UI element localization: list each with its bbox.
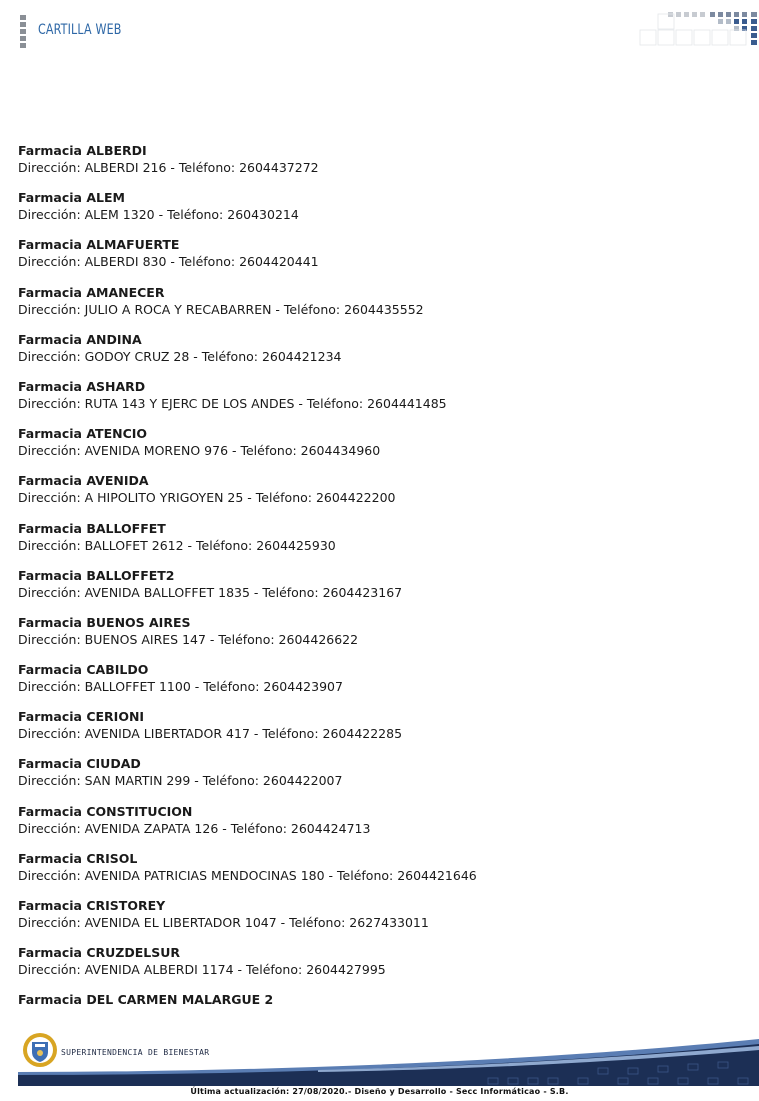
pharmacy-name: Farmacia DEL CARMEN MALARGUE 2 — [18, 992, 274, 1008]
pharmacy-address: Dirección: AVENIDA EL LIBERTADOR 1047 - Teléfono: 2627433011 — [18, 915, 429, 930]
pharmacy-address: Dirección: AVENIDA ALBERDI 1174 - Teléfono: 2604427995 — [18, 962, 386, 978]
page-header — [0, 0, 759, 60]
pharmacy-name: Farmacia CONSTITUCION — [18, 803, 193, 819]
pharmacy-name: Farmacia ALBERDI — [18, 143, 147, 158]
pharmacy-item — [18, 237, 738, 284]
page-title: CARTILLA WEB — [38, 22, 122, 38]
pharmacy-name: Farmacia CRISTOREY — [18, 898, 166, 913]
pharmacy-item — [18, 709, 738, 756]
pharmacy-name: Farmacia BALLOFFET2 — [18, 567, 175, 583]
pharmacy-item — [18, 190, 738, 237]
header-bar-icon — [20, 15, 26, 47]
pharmacy-name: Farmacia CRUZDELSUR — [18, 945, 181, 961]
pharmacy-item — [18, 568, 738, 615]
pharmacy-name: Farmacia CERIONI — [18, 709, 145, 725]
pharmacy-address: Dirección: BALLOFET 2612 - Teléfono: 2604425930 — [18, 537, 336, 553]
last-update-text: Última actualización: 27/08/2020.- Diseño y Desarrollo - Secc Informáticao - S.B. — [190, 1087, 569, 1096]
pharmacy-address: Dirección: RUTA 143 Y EJERC DE LOS ANDES - Teléfono: 2604441485 — [18, 395, 447, 411]
pharmacy-address: Dirección: GODOY CRUZ 28 - Teléfono: 2604421234 — [18, 348, 342, 364]
pharmacy-list — [18, 143, 738, 1040]
pharmacy-item — [18, 851, 738, 898]
pharmacy-address: Dirección: BALLOFFET 1100 - Teléfono: 2604423907 — [18, 679, 343, 695]
pharmacy-item — [18, 521, 738, 568]
pharmacy-address: Dirección: AVENIDA ZAPATA 126 - Teléfono: 2604424713 — [18, 820, 371, 836]
pharmacy-name: Farmacia ATENCIO — [18, 426, 148, 442]
pharmacy-name: Farmacia ANDINA — [18, 331, 142, 347]
institution-name: SUPERINTENDENCIA DE BIENESTAR — [61, 1048, 210, 1057]
pharmacy-name: Farmacia ALMAFUERTE — [18, 237, 180, 253]
pharmacy-item — [18, 285, 738, 332]
pharmacy-item — [18, 426, 738, 473]
pharmacy-address: Dirección: AVENIDA PATRICIAS MENDOCINAS 180 - Teléfono: 2604421646 — [18, 867, 477, 883]
pharmacy-name: Farmacia CRISOL — [18, 850, 138, 866]
pharmacy-item — [18, 615, 738, 662]
pharmacy-item — [18, 379, 738, 426]
footer-wave-decoration-icon — [18, 1038, 759, 1088]
page-footer — [0, 1020, 759, 1101]
pharmacy-address: Dirección: ALEM 1320 - Teléfono: 260430214 — [18, 207, 299, 223]
pharmacy-address: Dirección: ALBERDI 830 - Teléfono: 2604420441 — [18, 254, 319, 270]
pharmacy-item — [18, 804, 738, 851]
pharmacy-item — [18, 662, 738, 709]
pharmacy-address: Dirección: SAN MARTIN 299 - Teléfono: 2604422007 — [18, 773, 343, 789]
pharmacy-name: Farmacia AMANECER — [18, 284, 165, 300]
pharmacy-item — [18, 756, 738, 803]
pharmacy-item — [18, 473, 738, 520]
pharmacy-address: Dirección: BUENOS AIRES 147 - Teléfono: 2604426622 — [18, 631, 359, 647]
pharmacy-name: Farmacia AVENIDA — [18, 473, 149, 489]
pharmacy-address: Dirección: JULIO A ROCA Y RECABARREN - Teléfono: 2604435552 — [18, 301, 424, 317]
pharmacy-name: Farmacia CIUDAD — [18, 756, 141, 772]
pharmacy-name: Farmacia CABILDO — [18, 662, 149, 678]
pharmacy-address: Dirección: AVENIDA MORENO 976 - Teléfono: 2604434960 — [18, 443, 381, 459]
pharmacy-address: Dirección: ALBERDI 216 - Teléfono: 2604437272 — [18, 160, 319, 175]
pharmacy-address: Dirección: AVENIDA BALLOFFET 1835 - Teléfono: 2604423167 — [18, 584, 403, 600]
header-pixel-decoration-icon — [638, 12, 758, 46]
pharmacy-item — [18, 143, 738, 190]
pharmacy-address: Dirección: AVENIDA LIBERTADOR 417 - Teléfono: 2604422285 — [18, 726, 403, 742]
pharmacy-item — [18, 945, 738, 992]
pharmacy-name: Farmacia ASHARD — [18, 378, 146, 394]
pharmacy-name: Farmacia BUENOS AIRES — [18, 614, 191, 630]
pharmacy-item — [18, 332, 738, 379]
institution-seal-icon — [22, 1032, 58, 1068]
pharmacy-item — [18, 898, 738, 945]
pharmacy-name: Farmacia BALLOFFET — [18, 520, 166, 536]
pharmacy-name: Farmacia ALEM — [18, 190, 125, 206]
pharmacy-address: Dirección: A HIPOLITO YRIGOYEN 25 - Teléfono: 2604422200 — [18, 490, 396, 506]
